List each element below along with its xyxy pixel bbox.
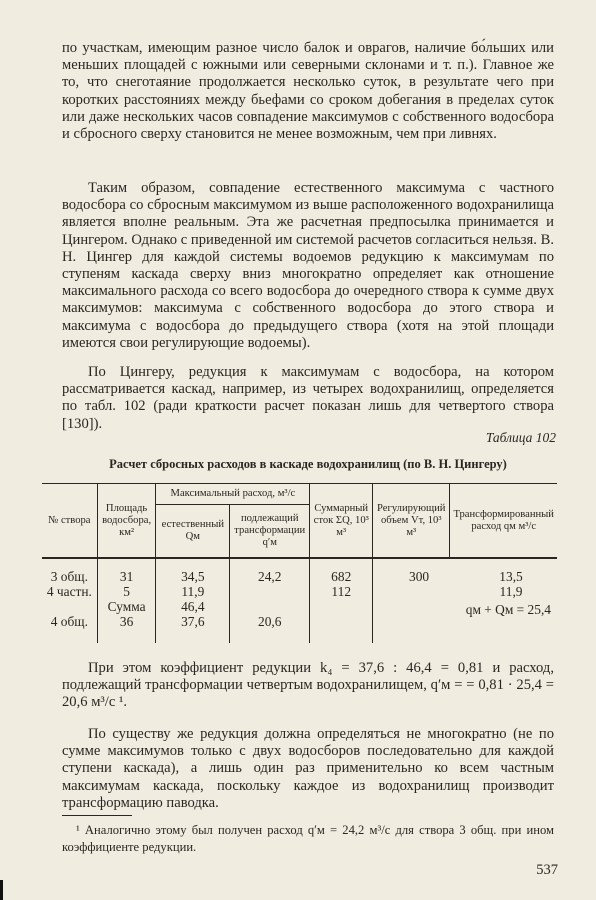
- header-area: Площадь водосбора, км²: [97, 484, 156, 559]
- sum-formula: qм + Qм = 25,4: [465, 602, 551, 617]
- header-trans: Трансформированный расход qм м³/с: [450, 484, 557, 559]
- paragraph-1: по участкам, имеющим разное число балок и оврагов, наличие бо́льших или меньших площадей с южными или северными склонами и т. п.). Главное же то, что снеготаяние продолжается несколько суток, в результате чего при коротких расстояниях между бьефами со сроком добегания в пределах суток или даже нескольких часов совпадение максимумов с собственного водосбора и сбросного сверху становится не менее возможным, чем при ливнях.: [62, 40, 554, 143]
- cell-reg-trans: 300 13,5 11,9 qм + Qм = 25,4: [373, 558, 557, 643]
- footnote: ¹ Аналогично этому был получен расход q′м = 24,2 м³/с для створа 3 общ. при ином коэффициенте редукции.: [62, 823, 554, 854]
- table-caption: Таблица 102: [485, 430, 556, 445]
- paragraph-5: По существу же редукция должна определяться не многократно (не по сумме максимумов только с двух водосборов последовательно для каждой ступени каскада), а лишь один раз применительно ко всем частным максимумам каскада, поскольку каждое из водохранилищ производит трансформацию паводка.: [62, 726, 554, 811]
- scan-edge: [0, 880, 3, 900]
- paragraph-2: Таким образом, совпадение естественного максимума с частного водосбора со сбросным максимумом из выше расположенного водохранилища является вполне реальным. Эта же расчетная предпосылка принимается и Цингером. Однако с приведенной им системой расчетов согласиться нельзя. В. Н. Цингер для каждой системы водоемов редукцию к максимумам по ступеням каскада сверху вниз многократно определяет как отношение максимального расхода со всего водосбора до очередного створа к сумме двух максимумов: максимума с собственного водосбора до этого створа и максимума с водосбора до предыдущего створа (хотя на этой площади имеются свои регулирующие водоемы).: [62, 180, 554, 351]
- paragraph-3: По Цингеру, редукция к максимумам с водосбора, на котором рассматривается каскад, например, из четырех водохранилищ, определяется по табл. 102 (ради краткости расчет показан лишь для четвертого створа [130]).: [62, 364, 554, 432]
- table-title: Расчет сбросных расходов в каскаде водохранилищ (по В. Н. Цингеру): [109, 457, 507, 471]
- data-table: [42, 483, 557, 643]
- header-sum: Суммарный сток ΣQ, 10³ м³: [310, 484, 373, 559]
- cell-natural: 34,5 11,9 46,4 37,6: [156, 558, 230, 643]
- cell-area: 31 5 Сумма 36: [97, 558, 156, 643]
- cell-transform: 24,2 20,6: [230, 558, 310, 643]
- table-row: [42, 558, 557, 643]
- header-transform: подлежащий трансформации q′м: [230, 505, 310, 559]
- footnote-rule: [62, 815, 132, 816]
- header-reg: Регулирующий объем Vт, 10³ м³: [373, 484, 450, 559]
- paragraph-4: При этом коэффициент редукции k₄ = 37,6 : 46,4 = 0,81 и расход, подлежащий трансформации четвертым водохранилищем, q′м = = 0,81 · 25,4 = 20,6 м³/с ¹.: [62, 660, 554, 711]
- header-maxflow: Максимальный расход, м³/с: [156, 484, 310, 505]
- cell-stvor: 3 общ. 4 частн. 4 общ.: [46, 569, 92, 629]
- cell-sum: 682 112: [310, 558, 373, 643]
- header-natural: естественный Qм: [156, 505, 230, 559]
- page-number: 537: [536, 862, 558, 878]
- header-stvor: № створа: [42, 484, 97, 559]
